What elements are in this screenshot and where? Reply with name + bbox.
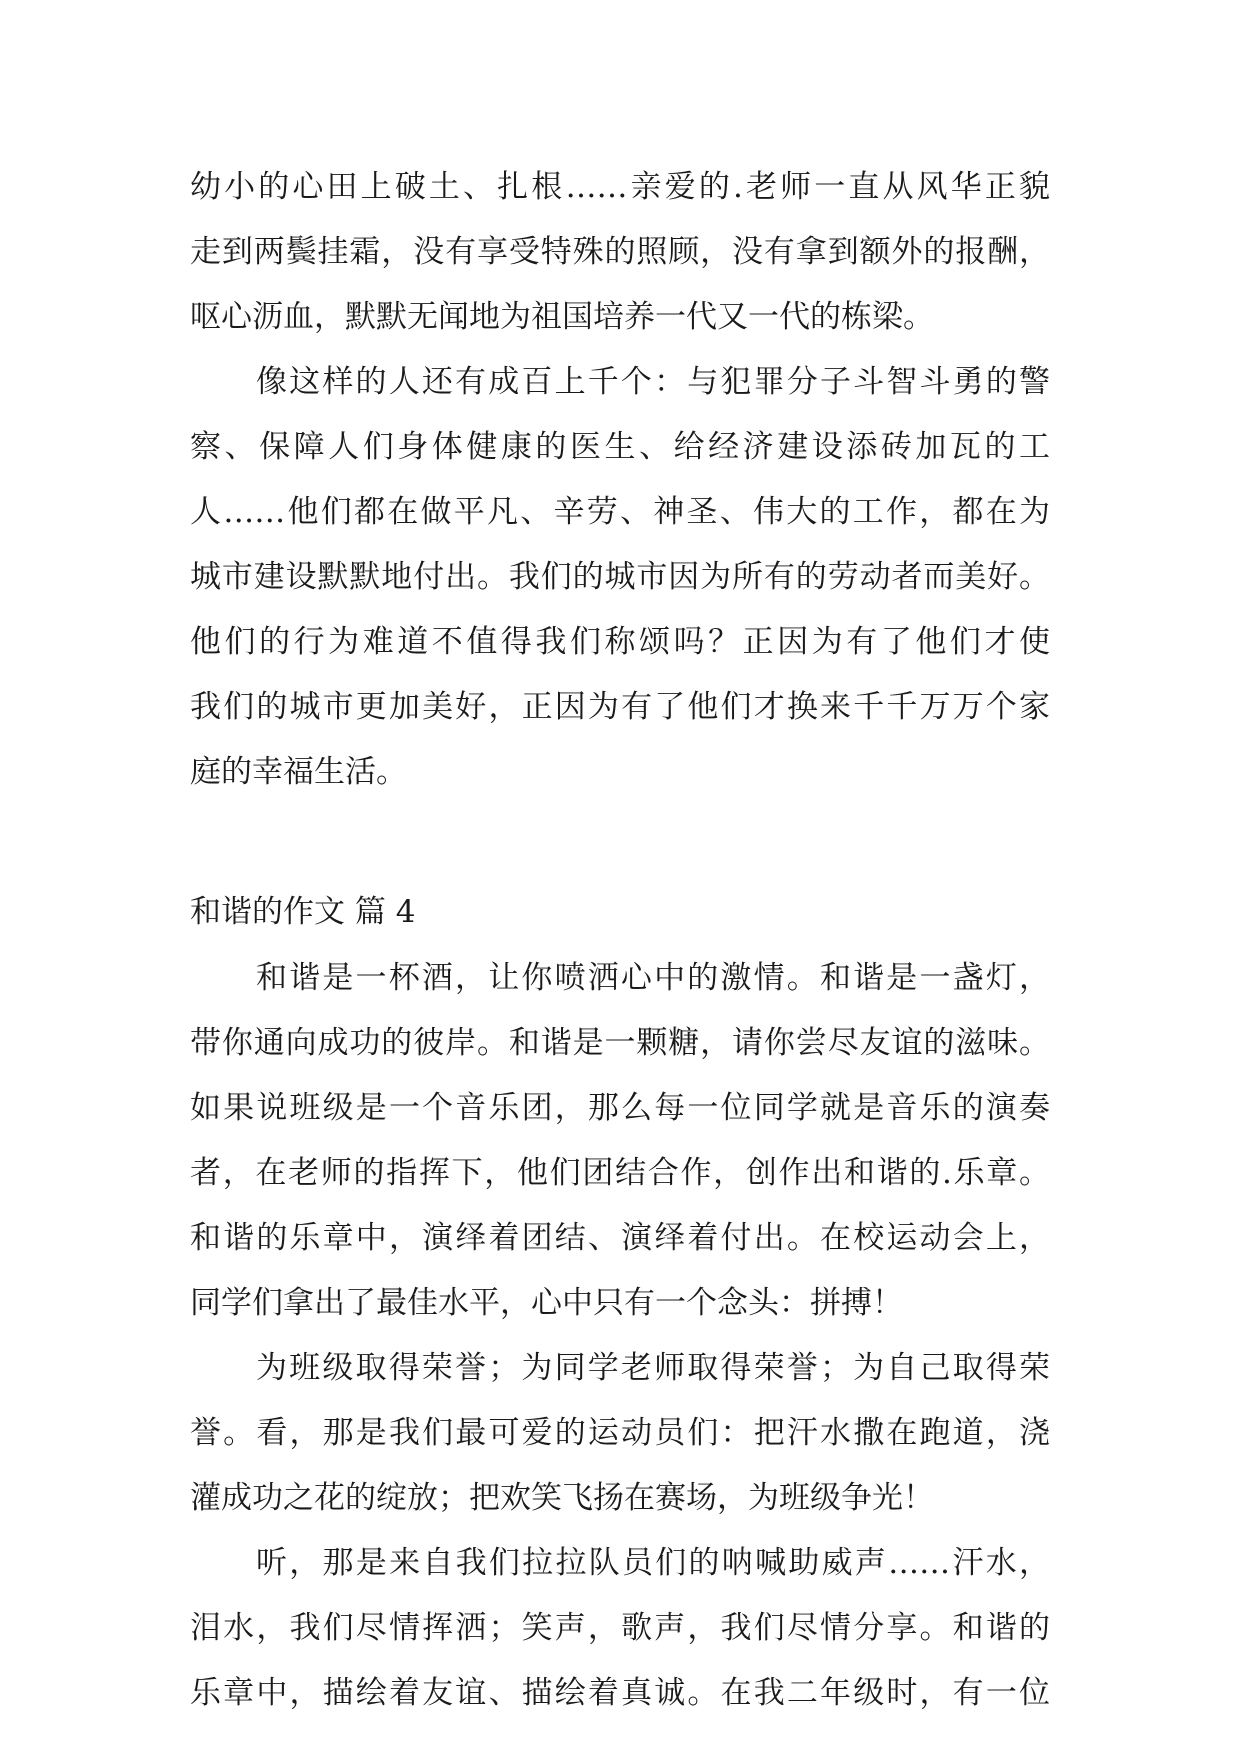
- text-line: 听，那是来自我们拉拉队员们的呐喊助威声……汗水，: [256, 1545, 1050, 1581]
- text-line: 人……他们都在做平凡、辛劳、神圣、伟大的工作，都在为: [190, 494, 1050, 530]
- text-line: 同学们拿出了最佳水平，心中只有一个念头：拼搏！: [190, 1285, 903, 1321]
- text-line: 乐章中，描绘着友谊、描绘着真诚。在我二年级时，有一位: [190, 1675, 1050, 1711]
- paragraph-teacher-dedication: [190, 155, 1050, 350]
- text-line: 幼小的心田上破土、扎根……亲爱的.老师一直从风华正貌: [190, 169, 1050, 205]
- text-line: 走到两鬓挂霜，没有享受特殊的照顾，没有拿到额外的报酬，: [190, 234, 1050, 270]
- text-line: 誉。看，那是我们最可爱的运动员们：把汗水撒在跑道，浇: [190, 1415, 1050, 1451]
- essay-heading: 和谐的作文 篇 4: [190, 894, 416, 930]
- text-line: 为班级取得荣誉；为同学老师取得荣誉；为自己取得荣: [256, 1350, 1050, 1386]
- paragraph-workers: [190, 350, 1050, 805]
- text-line: 泪水，我们尽情挥洒；笑声，歌声，我们尽情分享。和谐的: [190, 1610, 1050, 1646]
- text-line: 者，在老师的指挥下，他们团结合作，创作出和谐的.乐章。: [190, 1155, 1050, 1191]
- text-line: 庭的幸福生活。: [190, 754, 407, 790]
- paragraph-harmony-intro: [190, 946, 1050, 1336]
- text-line: 像这样的人还有成百上千个：与犯罪分子斗智斗勇的警: [256, 364, 1050, 400]
- paragraph-athletes: [190, 1336, 1050, 1531]
- text-line: 如果说班级是一个音乐团，那么每一位同学就是音乐的演奏: [190, 1090, 1050, 1126]
- text-line: 他们的行为难道不值得我们称颂吗？正因为有了他们才使: [190, 624, 1050, 660]
- section-gap: [190, 805, 1050, 879]
- paragraph-cheerleaders: [190, 1531, 1050, 1726]
- text-line: 带你通向成功的彼岸。和谐是一颗糖，请你尝尽友谊的滋味。: [190, 1025, 1050, 1061]
- text-line: 呕心沥血，默默无闻地为祖国培养一代又一代的栋梁。: [190, 299, 934, 335]
- text-line: 察、保障人们身体健康的医生、给经济建设添砖加瓦的工: [190, 429, 1050, 465]
- text-line: 我们的城市更加美好，正因为有了他们才换来千千万万个家: [190, 689, 1050, 725]
- text-line: 灌成功之花的绽放；把欢笑飞扬在赛场，为班级争光！: [190, 1480, 934, 1516]
- text-line: 和谐是一杯酒，让你喷洒心中的激情。和谐是一盏灯，: [256, 960, 1050, 996]
- text-line: 城市建设默默地付出。我们的城市因为所有的劳动者而美好。: [190, 559, 1050, 595]
- text-line: 和谐的乐章中，演绎着团结、演绎着付出。在校运动会上，: [190, 1220, 1050, 1256]
- document-body: [190, 155, 1050, 1726]
